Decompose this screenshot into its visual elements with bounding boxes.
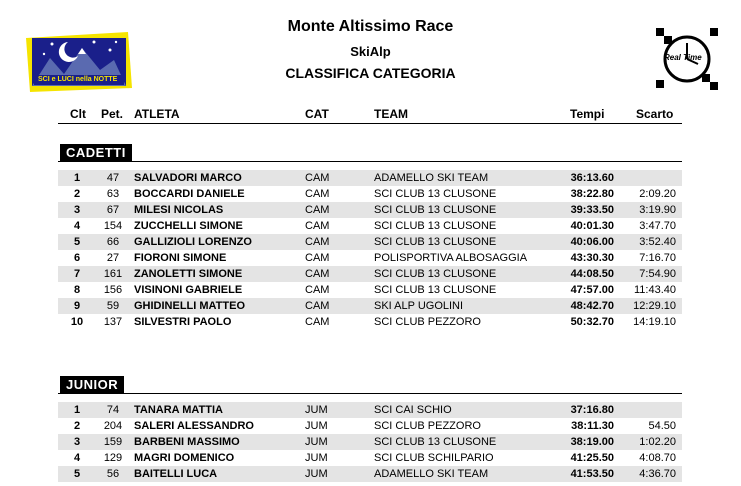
table-row — [58, 450, 682, 466]
row-bib: 56 — [106, 468, 120, 480]
row-bib: 27 — [106, 252, 120, 264]
row-time: 40:01.30 — [570, 220, 614, 232]
event-logo-graphic — [24, 30, 134, 94]
row-athlete: ZANOLETTI SIMONE — [134, 268, 243, 280]
row-team: SCI CLUB 13 CLUSONE — [374, 188, 497, 200]
col-header-tempi: Tempi — [570, 107, 605, 121]
row-gap: 3:47.70 — [639, 220, 676, 232]
row-category: CAM — [305, 204, 330, 216]
row-athlete: MILESI NICOLAS — [134, 204, 224, 216]
row-gap: 2:09.20 — [639, 188, 676, 200]
row-time: 39:33.50 — [570, 204, 614, 216]
classification-title: CLASSIFICA CATEGORIA — [285, 65, 456, 81]
row-category: JUM — [305, 420, 328, 432]
col-header-pet: Pet. — [101, 107, 124, 121]
real-time-logo-text: Real Time — [664, 53, 702, 62]
row-team: SCI CLUB 13 CLUSONE — [374, 220, 497, 232]
row-athlete: SILVESTRI PAOLO — [134, 316, 232, 328]
race-subtitle: SkiAlp — [350, 44, 391, 59]
race-title: Monte Altissimo Race — [287, 18, 454, 35]
row-bib: 66 — [106, 236, 120, 248]
row-athlete: FIORONI SIMONE — [134, 252, 227, 264]
row-team: SCI CLUB SCHILPARIO — [374, 452, 494, 464]
row-time: 50:32.70 — [570, 316, 614, 328]
table-row — [58, 218, 682, 234]
row-time: 38:22.80 — [570, 188, 614, 200]
row-rank: 5 — [73, 468, 81, 480]
event-logo-text: SCI e LUCI nella NOTTE — [38, 76, 118, 83]
row-team: SKI ALP UGOLINI — [374, 300, 464, 312]
table-row — [58, 186, 682, 202]
row-bib: 204 — [103, 420, 123, 432]
category-label-junior: JUNIOR — [60, 376, 124, 393]
row-team: ADAMELLO SKI TEAM — [374, 468, 489, 480]
row-time: 44:08.50 — [570, 268, 614, 280]
row-team: ADAMELLO SKI TEAM — [374, 172, 489, 184]
row-rank: 4 — [73, 220, 81, 232]
row-rank: 8 — [73, 284, 81, 296]
row-gap: 3:52.40 — [639, 236, 676, 248]
row-category: CAM — [305, 252, 330, 264]
row-category: CAM — [305, 268, 330, 280]
row-athlete: SALERI ALESSANDRO — [134, 420, 254, 432]
row-bib: 67 — [106, 204, 120, 216]
col-header-scarto: Scarto — [636, 107, 674, 121]
row-athlete: TANARA MATTIA — [134, 404, 223, 416]
row-athlete: GALLIZIOLI LORENZO — [134, 236, 252, 248]
row-rank: 4 — [73, 452, 81, 464]
row-rank: 2 — [73, 420, 81, 432]
col-header-cat: CAT — [305, 107, 329, 121]
row-athlete: BOCCARDI DANIELE — [134, 188, 245, 200]
category-divider — [58, 161, 682, 162]
table-row — [58, 170, 682, 186]
row-rank: 6 — [73, 252, 81, 264]
row-rank: 1 — [73, 404, 81, 416]
table-row — [58, 282, 682, 298]
row-team: SCI CLUB 13 CLUSONE — [374, 268, 497, 280]
row-rank: 1 — [73, 172, 81, 184]
row-time: 38:11.30 — [571, 420, 614, 432]
row-bib: 129 — [103, 452, 123, 464]
row-team: SCI CAI SCHIO — [374, 404, 452, 416]
row-team: SCI CLUB 13 CLUSONE — [374, 236, 497, 248]
table-row — [58, 250, 682, 266]
row-category: CAM — [305, 300, 330, 312]
row-bib: 137 — [103, 316, 123, 328]
table-row — [58, 298, 682, 314]
row-category: JUM — [305, 404, 328, 416]
row-athlete: MAGRI DOMENICO — [134, 452, 235, 464]
row-time: 38:19.00 — [570, 436, 614, 448]
row-athlete: GHIDINELLI MATTEO — [134, 300, 246, 312]
row-gap: 4:08.70 — [639, 452, 676, 464]
row-gap: 7:16.70 — [639, 252, 676, 264]
row-time: 47:57.00 — [570, 284, 614, 296]
row-bib: 47 — [106, 172, 120, 184]
row-time: 43:30.30 — [570, 252, 614, 264]
row-team: POLISPORTIVA ALBOSAGGIA — [374, 252, 528, 264]
row-category: JUM — [305, 436, 328, 448]
row-category: CAM — [305, 236, 330, 248]
row-bib: 154 — [103, 220, 123, 232]
col-header-clt: Clt — [70, 107, 86, 121]
row-category: CAM — [305, 172, 330, 184]
row-rank: 3 — [73, 204, 81, 216]
row-athlete: BAITELLI LUCA — [134, 468, 218, 480]
row-rank: 5 — [73, 236, 81, 248]
col-header-team: TEAM — [374, 107, 408, 121]
row-time: 41:53.50 — [570, 468, 614, 480]
row-athlete: ZUCCHELLI SIMONE — [134, 220, 243, 232]
table-row — [58, 202, 682, 218]
row-team: SCI CLUB 13 CLUSONE — [374, 204, 497, 216]
row-gap: 4:36.70 — [639, 468, 676, 480]
row-gap: 12:29.10 — [633, 300, 676, 312]
table-row — [58, 234, 682, 250]
row-category: CAM — [305, 316, 330, 328]
row-athlete: BARBENI MASSIMO — [134, 436, 240, 448]
row-rank: 2 — [73, 188, 81, 200]
row-gap: 3:19.90 — [639, 204, 676, 216]
row-category: JUM — [305, 452, 328, 464]
row-rank: 9 — [73, 300, 81, 312]
table-row — [58, 402, 682, 418]
table-row — [58, 418, 682, 434]
row-gap: 54.50 — [648, 420, 676, 432]
row-time: 41:25.50 — [570, 452, 614, 464]
row-athlete: SALVADORI MARCO — [134, 172, 242, 184]
row-bib: 59 — [106, 300, 120, 312]
category-label-cadetti: CADETTI — [60, 144, 132, 161]
row-time: 37:16.80 — [570, 404, 614, 416]
row-bib: 159 — [103, 436, 123, 448]
header-divider — [58, 123, 682, 124]
row-gap: 14:19.10 — [633, 316, 676, 328]
row-category: CAM — [305, 220, 330, 232]
row-gap: 7:54.90 — [639, 268, 676, 280]
row-rank: 10 — [70, 316, 84, 328]
row-time: 40:06.00 — [570, 236, 614, 248]
row-time: 36:13.60 — [570, 172, 614, 184]
row-bib: 161 — [103, 268, 123, 280]
row-team: SCI CLUB 13 CLUSONE — [374, 436, 497, 448]
row-team: SCI CLUB 13 CLUSONE — [374, 284, 497, 296]
row-rank: 3 — [73, 436, 81, 448]
row-team: SCI CLUB PEZZORO — [374, 316, 481, 328]
row-bib: 156 — [103, 284, 123, 296]
col-header-atleta: ATLETA — [134, 107, 180, 121]
table-row — [58, 314, 682, 330]
row-athlete: VISINONI GABRIELE — [134, 284, 243, 296]
row-time: 48:42.70 — [570, 300, 614, 312]
row-gap: 11:43.40 — [633, 284, 676, 296]
table-row — [58, 434, 682, 450]
table-row — [58, 466, 682, 482]
row-bib: 74 — [106, 404, 120, 416]
table-row — [58, 266, 682, 282]
row-rank: 7 — [73, 268, 81, 280]
row-team: SCI CLUB PEZZORO — [374, 420, 481, 432]
row-bib: 63 — [106, 188, 120, 200]
row-gap: 1:02.20 — [639, 436, 676, 448]
category-divider — [58, 393, 682, 394]
event-logo — [24, 30, 134, 94]
row-category: CAM — [305, 284, 330, 296]
row-category: CAM — [305, 188, 330, 200]
row-category: JUM — [305, 468, 328, 480]
